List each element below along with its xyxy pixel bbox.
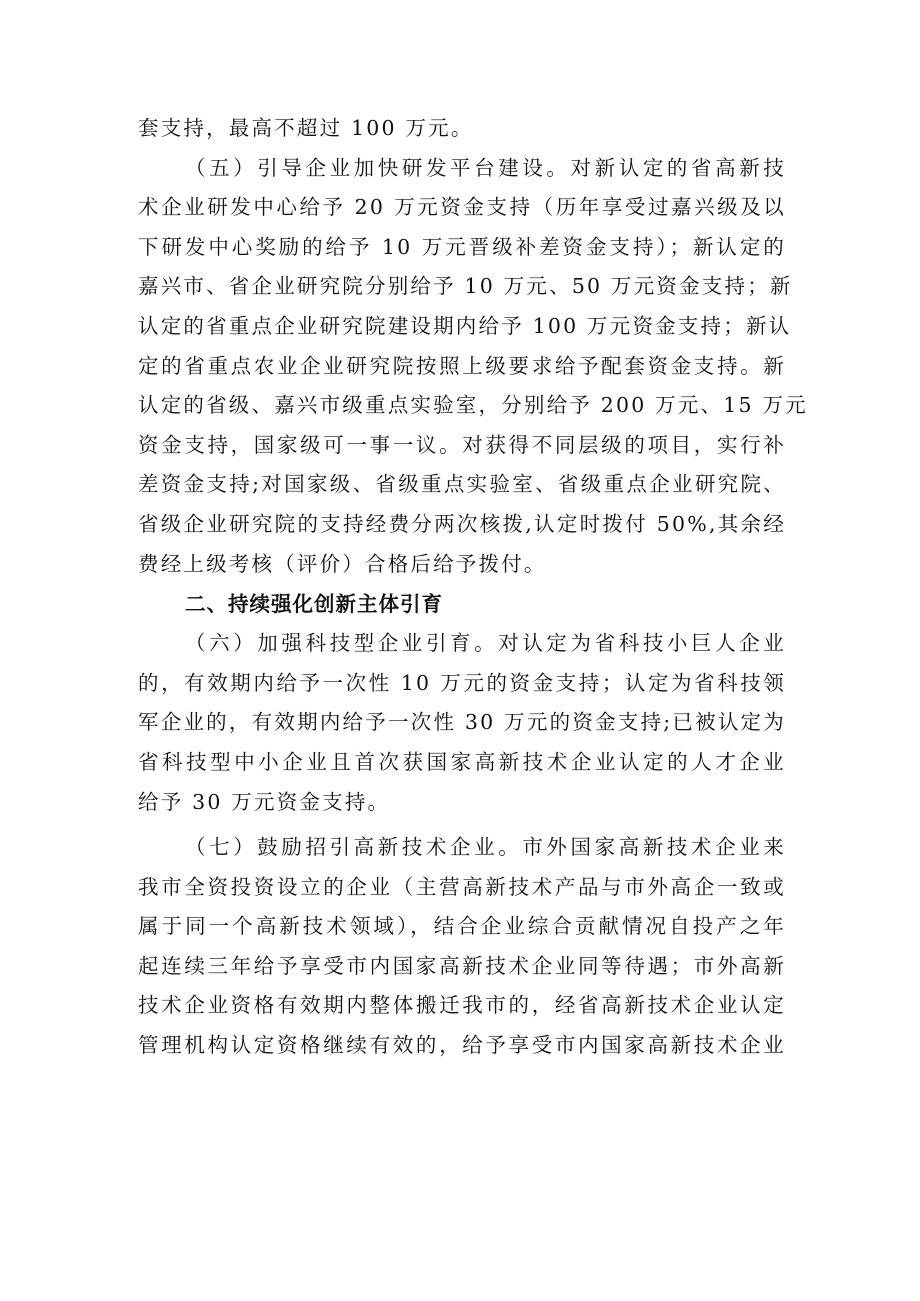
para1-line: （五）引导企业加快研发平台建设。对新认定的省高新技 [185, 155, 786, 180]
para1-line: 费经上级考核（评价）合格后给予拨付。 [138, 551, 547, 576]
para3-line: 我市全资投资设立的企业（主营高新技术产品与市外高企一致或 [138, 874, 786, 899]
para2-line: 军企业的，有效期内给予一次性 30 万元的资金支持;已被认定为 [138, 710, 786, 735]
para1-line: 术企业研发中心给予 20 万元资金支持（历年享受过嘉兴级及以 [138, 195, 786, 220]
document-page [138, 109, 808, 1066]
para3-line: 起连续三年给予享受市内国家高新技术企业同等待遇；市外高新 [138, 953, 786, 978]
para1-line: 定的省重点农业企业研究院按照上级要求给予配套资金支持。新 [138, 353, 786, 378]
para3-line: 技术企业资格有效期内整体搬迁我市的，经省高新技术企业认定 [138, 993, 786, 1018]
para3-line: 管理机构认定资格继续有效的，给予享受市内国家高新技术企业 [138, 1033, 786, 1058]
para2-line: 给予 30 万元资金支持。 [138, 789, 391, 814]
para1-line: 资金支持，国家级可一事一议。对获得不同层级的项目，实行补 [138, 432, 786, 457]
para3-line: 属于同一个高新技术领域），结合企业综合贡献情况自投产之年 [138, 914, 786, 939]
para1-line: 嘉兴市、省企业研究院分别给予 10 万元、50 万元资金支持；新 [138, 274, 793, 299]
para1-line: 认定的省级、嘉兴市级重点实验室，分别给予 200 万元、15 万元 [138, 393, 808, 418]
para1-line: 下研发中心奖励的给予 10 万元晋级补差资金支持）；新认定的 [138, 234, 786, 259]
paragraph-7 [138, 828, 786, 1066]
para1-line: 认定的省重点企业研究院建设期内给予 100 万元资金支持；新认 [138, 313, 792, 338]
paragraph-6 [138, 624, 786, 822]
para2-line: 省科技型中小企业且首次获国家高新技术企业认定的人才企业 [138, 749, 786, 774]
para3-line: （七）鼓励招引高新技术企业。市外国家高新技术企业来 [185, 835, 786, 860]
paragraph-5 [138, 149, 808, 585]
para2-line: （六）加强科技型企业引育。对认定为省科技小巨人企业 [185, 631, 786, 656]
para1-line: 差资金支持;对国家级、省级重点实验室、省级重点企业研究院、 [138, 472, 786, 497]
para0-line: 套支持，最高不超过 100 万元。 [138, 116, 474, 140]
para1-line: 省级企业研究院的支持经费分两次核拨,认定时拨付 50%,其余经 [138, 511, 786, 536]
section-heading-2: 二、持续强化创新主体引育 [185, 592, 443, 617]
para2-line: 的，有效期内给予一次性 10 万元的资金支持；认定为省科技领 [138, 670, 786, 695]
